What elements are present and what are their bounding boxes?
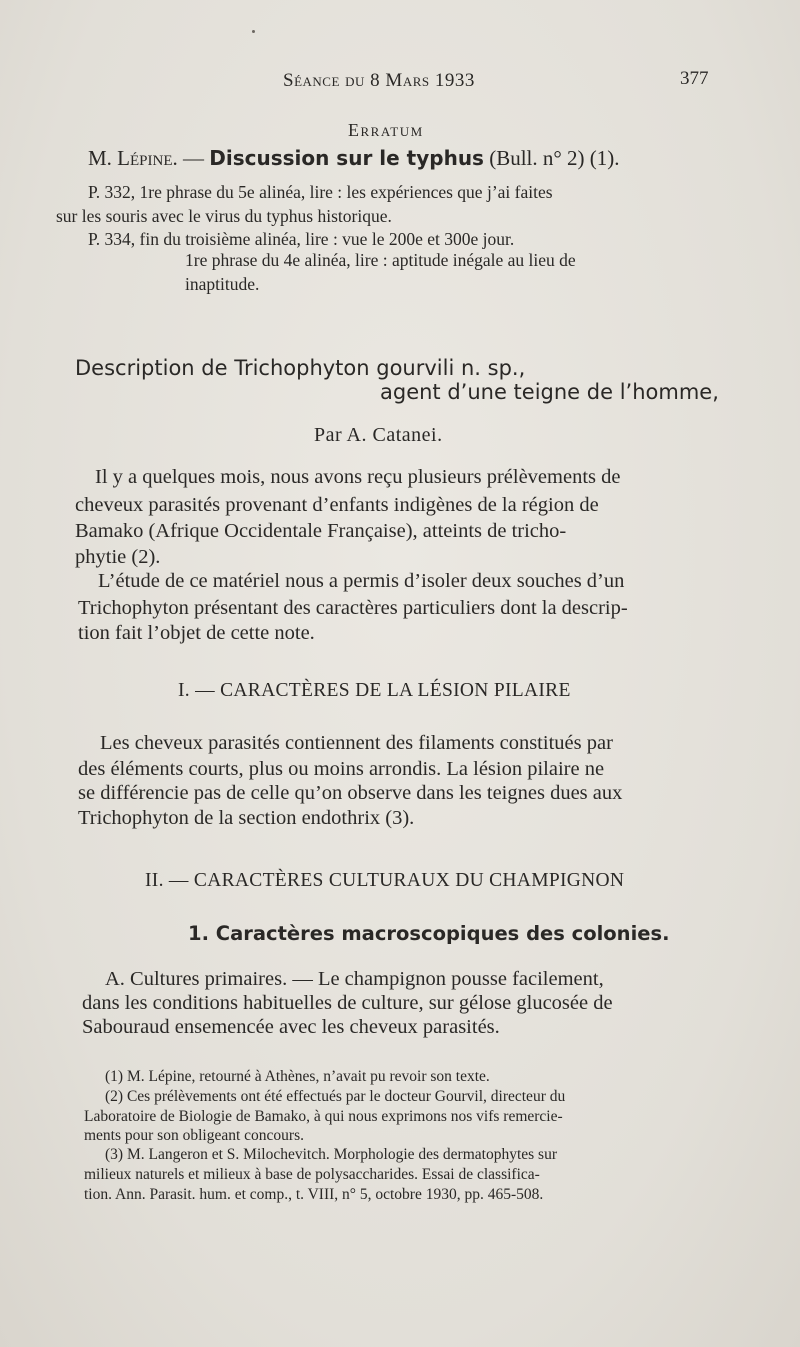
paragraph-line: se différencie pas de celle qu’on observe dans les teignes dues aux <box>78 782 623 804</box>
discussion-title: Discussion sur le typhus <box>209 146 484 170</box>
footnote-line: Laboratoire de Biologie de Bamako, à qui nous exprimons nos vifs remercie- <box>84 1108 563 1125</box>
footnote-line: (1) M. Lépine, retourné à Athènes, n’avait pu revoir son texte. <box>105 1068 490 1085</box>
running-head-title: Séance du 8 Mars 1933 <box>283 70 475 91</box>
erratum-line: inaptitude. <box>185 274 260 294</box>
discussion-ref: (Bull. n° 2) (1). <box>489 146 620 170</box>
paragraph-line: Il y a quelques mois, nous avons reçu plusieurs prélèvements de <box>95 466 621 488</box>
paragraph-line: Les cheveux parasités contiennent des filaments constitués par <box>100 732 613 754</box>
page-number: 377 <box>680 68 709 89</box>
article-byline: Par A. Catanei. <box>314 424 443 446</box>
erratum-line: P. 334, fin du troisième alinéa, lire : vue le 200e et 300e jour. <box>88 229 515 249</box>
section-2-heading: II. — CARACTÈRES CULTURAUX DU CHAMPIGNON <box>145 870 625 891</box>
paragraph-line: tion fait l’objet de cette note. <box>78 622 315 644</box>
discussion-dash: — <box>183 146 204 170</box>
footnote-line: ments pour son obligeant concours. <box>84 1127 304 1144</box>
paragraph-line: Trichophyton présentant des caractères particuliers dont la descrip- <box>78 597 628 619</box>
paragraph-line: Bamako (Afrique Occidentale Française), atteints de tricho- <box>75 520 567 542</box>
discussion-author: M. Lépine. <box>88 146 178 170</box>
footnote-line: (3) M. Langeron et S. Milochevitch. Morphologie des dermatophytes sur <box>105 1146 557 1163</box>
footnote-line: (2) Ces prélèvements ont été effectués par le docteur Gourvil, directeur du <box>105 1088 566 1105</box>
erratum-heading: Erratum <box>348 120 424 140</box>
article-title-line-2: agent d’une teigne de l’homme, <box>380 380 719 404</box>
erratum-line: sur les souris avec le virus du typhus historique. <box>56 206 392 226</box>
paragraph-line: Trichophyton de la section endothrix (3). <box>78 807 415 829</box>
paragraph-line: dans les conditions habituelles de culture, sur gélose glucosée de <box>82 992 613 1014</box>
section-1-heading: I. — CARACTÈRES DE LA LÉSION PILAIRE <box>178 680 571 701</box>
paragraph-line: phytie (2). <box>75 546 161 568</box>
paragraph-line: cheveux parasités provenant d’enfants indigènes de la région de <box>75 494 599 516</box>
paper-speck <box>252 30 255 33</box>
footnote-line: tion. Ann. Parasit. hum. et comp., t. VIII, n° 5, octobre 1930, pp. 465-508. <box>84 1186 544 1203</box>
paragraph-line: des éléments courts, plus ou moins arrondis. La lésion pilaire ne <box>78 758 605 780</box>
erratum-line: 1re phrase du 4e alinéa, lire : aptitude inégale au lieu de <box>185 250 576 270</box>
footnote-line: milieux naturels et milieux à base de polysaccharides. Essai de classifica- <box>84 1166 540 1183</box>
erratum-discussion-line <box>88 146 620 171</box>
paragraph-line: Sabouraud ensemencée avec les cheveux parasités. <box>82 1016 500 1038</box>
article-title-line-1: Description de Trichophyton gourvili n. sp., <box>75 356 526 380</box>
erratum-line: P. 332, 1re phrase du 5e alinéa, lire : les expériences que j’ai faites <box>88 182 553 202</box>
subsection-heading: 1. Caractères macroscopiques des colonies. <box>188 922 670 945</box>
paragraph-line: A. Cultures primaires. — Le champignon pousse facilement, <box>105 968 604 990</box>
paragraph-line: L’étude de ce matériel nous a permis d’isoler deux souches d’un <box>98 570 625 592</box>
